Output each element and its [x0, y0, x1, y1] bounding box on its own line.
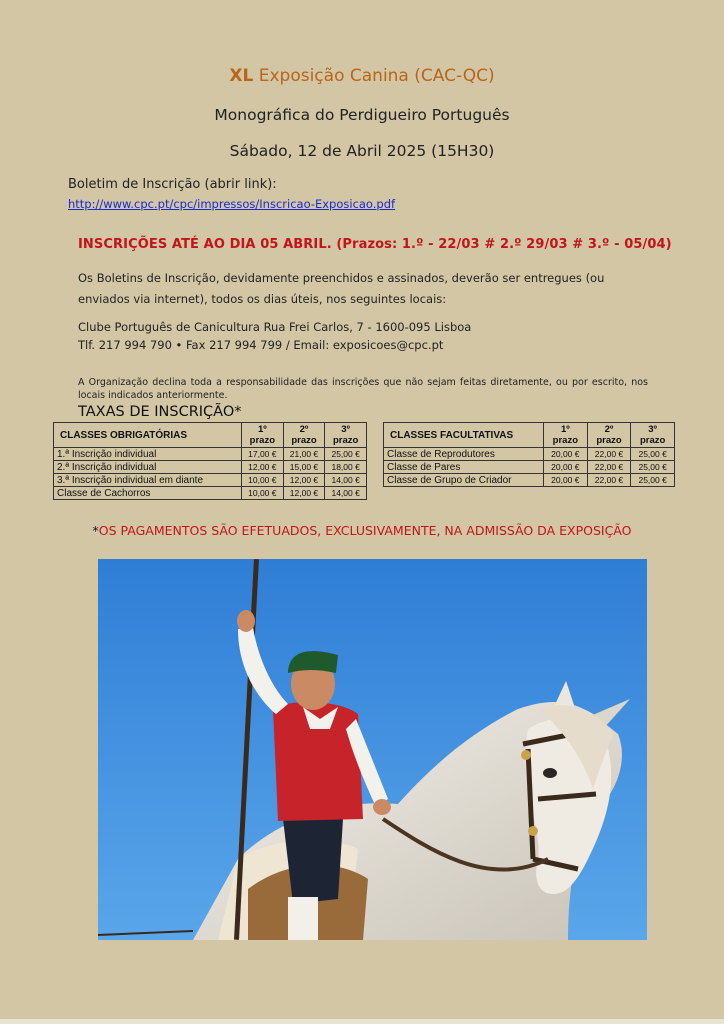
prazo-header-2: 2º prazo: [283, 423, 325, 448]
bridle-buckle: [528, 826, 538, 836]
fees-heading: TAXAS DE INSCRIÇÃO*: [78, 404, 242, 420]
address-line: Clube Português de Canicultura Rua Frei Carlos, 7 - 1600-095 Lisboa: [78, 320, 472, 334]
event-date: Sábado, 12 de Abril 2025 (15H30): [229, 142, 495, 160]
class-name: Classe de Pares: [384, 461, 544, 474]
contact-line: Tlf. 217 994 790 • Fax 217 994 799 / Email: exposicoes@cpc.pt: [78, 338, 444, 352]
fee-value: 18,00 €: [325, 461, 367, 474]
fee-value: 15,00 €: [283, 461, 325, 474]
fee-value: 12,00 €: [283, 474, 325, 487]
class-name: Classe de Grupo de Criador: [384, 474, 544, 487]
table-header-row: [54, 423, 367, 448]
boletim-link[interactable]: http://www.cpc.pt/cpc/impressos/Inscricao-Exposicao.pdf: [68, 197, 396, 211]
fee-value: 20,00 €: [544, 474, 588, 487]
deadline-notice: INSCRIÇÕES ATÉ AO DIA 05 ABRIL. (Prazos: 1.º - 22/03 # 2.º 29/03 # 3.º - 05/04): [78, 237, 672, 252]
class-name: 1.ª Inscrição individual: [54, 448, 242, 461]
fee-value: 10,00 €: [242, 487, 284, 500]
table-row: [384, 448, 675, 461]
event-title: [0, 66, 724, 86]
obligatory-header: CLASSES OBRIGATÓRIAS: [54, 423, 242, 448]
rider-hand-bottom: [373, 799, 391, 815]
class-name: 2.ª Inscrição individual: [54, 461, 242, 474]
fee-value: 25,00 €: [325, 448, 367, 461]
table-header-row: [384, 423, 675, 448]
optional-classes-table: [383, 422, 675, 487]
fee-value: 14,00 €: [325, 474, 367, 487]
table-row: [54, 461, 367, 474]
table-row: [384, 461, 675, 474]
payment-note: [0, 523, 724, 538]
fee-value: 20,00 €: [544, 448, 588, 461]
prazo-header-3: 3º prazo: [325, 423, 367, 448]
rider-sock: [288, 897, 318, 940]
obligatory-classes-table: [53, 422, 367, 500]
fee-value: 20,00 €: [544, 461, 588, 474]
fee-value: 25,00 €: [631, 474, 675, 487]
rider-hand-top: [237, 610, 255, 632]
payment-note-text: OS PAGAMENTOS SÃO EFETUADOS, EXCLUSIVAMENTE, NA ADMISSÃO DA EXPOSIÇÃO: [98, 523, 632, 538]
prazo-header-2: 2º prazo: [587, 423, 631, 448]
fee-value: 14,00 €: [325, 487, 367, 500]
class-name: 3.ª Inscrição individual em diante: [54, 474, 242, 487]
horse-eye: [543, 768, 557, 778]
fee-value: 22,00 €: [587, 461, 631, 474]
boletim-label: Boletim de Inscrição (abrir link):: [68, 177, 277, 192]
optional-header: CLASSES FACULTATIVAS: [384, 423, 544, 448]
class-name: Classe de Reprodutores: [384, 448, 544, 461]
event-title-number: XL: [229, 66, 254, 86]
prazo-header-3: 3º prazo: [631, 423, 675, 448]
fee-value: 17,00 €: [242, 448, 284, 461]
instructions-paragraph: Os Boletins de Inscrição, devidamente preenchidos e assinados, deverão ser entregues (ou enviados via internet), todos os dias úteis, nos seguintes locais:: [78, 271, 605, 306]
table-row: [54, 448, 367, 461]
horse-rider-photo: [98, 559, 647, 940]
fee-value: 22,00 €: [587, 448, 631, 461]
fee-value: 10,00 €: [242, 474, 284, 487]
prazo-header-1: 1º prazo: [544, 423, 588, 448]
payment-note-star: *: [92, 523, 99, 538]
fee-value: 21,00 €: [283, 448, 325, 461]
fee-value: 12,00 €: [242, 461, 284, 474]
table-row: [54, 487, 367, 500]
class-name: Classe de Cachorros: [54, 487, 242, 500]
fee-value: 25,00 €: [631, 461, 675, 474]
rider-legs: [283, 819, 343, 904]
event-subtitle: Monográfica do Perdigueiro Português: [214, 106, 510, 124]
table-row: [384, 474, 675, 487]
disclaimer-paragraph: A Organização declina toda a responsabilidade das inscrições que não sejam feitas diretamente, ou por escrito, nos locais indicados anteriormente.: [78, 377, 648, 401]
page-bottom-border: [0, 1019, 724, 1024]
event-title-text: Exposição Canina (CAC-QC): [258, 66, 495, 86]
fee-value: 12,00 €: [283, 487, 325, 500]
bridle-buckle: [521, 750, 531, 760]
table-row: [54, 474, 367, 487]
prazo-header-1: 1º prazo: [242, 423, 284, 448]
fee-value: 22,00 €: [587, 474, 631, 487]
fee-value: 25,00 €: [631, 448, 675, 461]
